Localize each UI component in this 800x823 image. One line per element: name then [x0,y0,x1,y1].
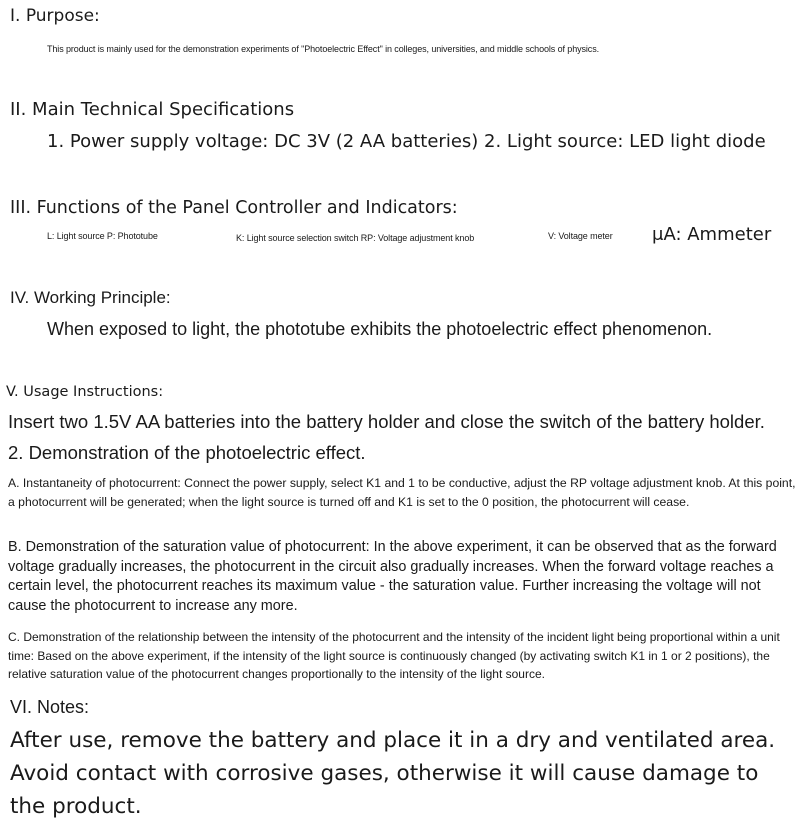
usage-part-b: B. Demonstration of the saturation value of photocurrent: In the above experiment, it can be observed that as the forward voltage gradually increases, the photocurrent in the circuit also gradually increases. When the forward voltage reaches a certain level, the photocurrent reaches its maximum value - the saturation value. Further increasing the voltage will not cause the photocurrent to increase any more. [8,539,777,614]
purpose-heading: I. Purpose: [10,6,100,26]
panel-item-voltmeter: V: Voltage meter [548,231,613,241]
usage-heading: V. Usage Instructions: [6,384,164,400]
panel-item-ammeter: μA: Ammeter [652,224,772,245]
panel-heading: III. Functions of the Panel Controller and Indicators: [10,198,458,218]
panel-item-light-phototube: L: Light source P: Phototube [47,231,158,241]
specs-text: 1. Power supply voltage: DC 3V (2 AA batteries) 2. Light source: LED light diode [47,131,766,152]
usage-step-2: 2. Demonstration of the photoelectric effect. [8,442,366,463]
panel-item-switch-knob: K: Light source selection switch RP: Voltage adjustment knob [236,233,475,243]
purpose-text: This product is mainly used for the demonstration experiments of "Photoelectric Effect" in colleges, universities, and middle schools of physics. [47,44,599,54]
usage-step-1: Insert two 1.5V AA batteries into the battery holder and close the switch of the battery holder. [8,411,765,432]
notes-text: After use, remove the battery and place it in a dry and ventilated area. Avoid contact with corrosive gases, otherwise it will cause damage to the product. [10,728,776,819]
usage-part-a: A. Instantaneity of photocurrent: Connect the power supply, select K1 and 1 to be conductive, adjust the RP voltage adjustment knob. At this point, a photocurrent will be generated; when the light source is turned off and K1 is set to the 0 position, the photocurrent will cease. [8,476,796,509]
usage-part-c: C. Demonstration of the relationship between the intensity of the photocurrent and the intensity of the incident light being proportional within a unit time: Based on the above experiment, if the intensity of the light source is continuously changed (by activating switch K1 in 1 or 2 positions), the relative saturation value of the photocurrent changes proportionally to the intensity of the light source. [8,630,780,681]
principle-text: When exposed to light, the phototube exhibits the photoelectric effect phenomenon. [47,319,713,339]
notes-heading: VI. Notes: [10,697,90,717]
principle-heading: IV. Working Principle: [10,288,171,307]
specs-heading: II. Main Technical Specifications [10,99,295,120]
